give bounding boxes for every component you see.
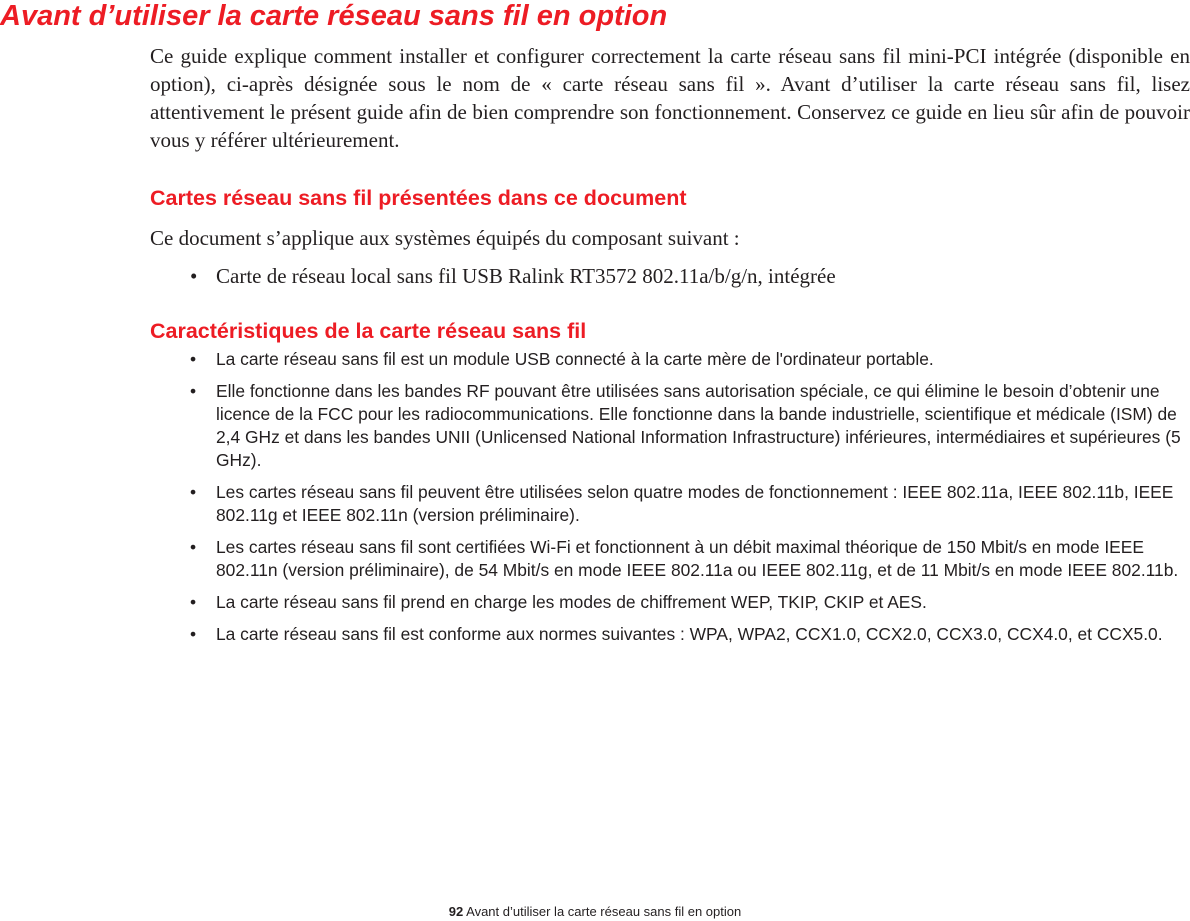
list-item [190,348,1190,371]
list-item-text: Les cartes réseau sans fil sont certifiées Wi-Fi et fonctionnent à un débit maximal théorique de 150 Mbit/s en mode IEEE 802.11n (version préliminaire), de 54 Mbit/s en mode IEEE 802.11a ou IEEE 802.11g, et de 11 Mbit/s en mode IEEE 802.11b. [216,537,1179,580]
list-item-text: Elle fonctionne dans les bandes RF pouvant être utilisées sans autorisation spéciale, ce qui élimine le besoin d’obtenir une licence de la FCC pour les radiocommunications. Elle fonctionne dans la bande industrielle, scientifique et médicale (ISM) de 2,4 GHz et dans les bandes UNII (Unlicensed National Information Infrastructure) inférieures, intermédiaires et supérieures (5 GHz). [216,381,1181,470]
bullet-icon: • [190,381,197,401]
bullet-icon: • [190,349,197,369]
intro-paragraph: Ce guide explique comment installer et configurer correctement la carte réseau sans fil mini-PCI intégrée (disponible en option), ci-après désignée sous le nom de « carte réseau sans fil ». Avant d’utiliser la carte réseau sans fil, lisez attentivement le présent guide afin de bien comprendre son fonctionnement. Conservez ce guide en lieu sûr afin de pouvoir vous y référer ultérieurement. [150,44,1190,152]
features-list [190,348,1190,655]
list-item [190,623,1190,646]
bullet-icon: • [190,264,198,288]
list-item [190,481,1190,527]
page-number: 92 [448,904,464,919]
list-item-text: La carte réseau sans fil est un module USB connecté à la carte mère de l'ordinateur portable. [216,349,934,369]
section-cards-text: Ce document s’applique aux systèmes équipés du composant suivant : [150,226,740,250]
bullet-icon: • [190,624,197,644]
page-footer [0,904,1190,920]
list-item-text: Les cartes réseau sans fil peuvent être utilisées selon quatre modes de fonctionnement : IEEE 802.11a, IEEE 802.11b, IEEE 802.11g et IEEE 802.11n (version préliminaire). [216,482,1174,525]
list-item-text: La carte réseau sans fil est conforme aux normes suivantes : WPA, WPA2, CCX1.0, CCX2.0, CCX3.0, CCX4.0, et CCX5.0. [216,624,1163,644]
bullet-icon: • [190,592,197,612]
bullet-icon: • [190,537,197,557]
bullet-icon: • [190,482,197,502]
list-item [190,591,1190,614]
list-item-text: Carte de réseau local sans fil USB Ralink RT3572 802.11a/b/g/n, intégrée [216,264,836,288]
list-item [190,380,1190,472]
section-heading-features: Caractéristiques de la carte réseau sans fil [150,319,587,343]
list-item [190,536,1190,582]
section-heading-cards: Cartes réseau sans fil présentées dans ce document [150,186,687,210]
cards-list [190,262,836,290]
list-item [190,262,836,290]
page-title: Avant d’utiliser la carte réseau sans fil en option [0,0,668,32]
list-item-text: La carte réseau sans fil prend en charge les modes de chiffrement WEP, TKIP, CKIP et AES. [216,592,927,612]
footer-text: Avant d’utiliser la carte réseau sans fil en option [466,904,742,919]
